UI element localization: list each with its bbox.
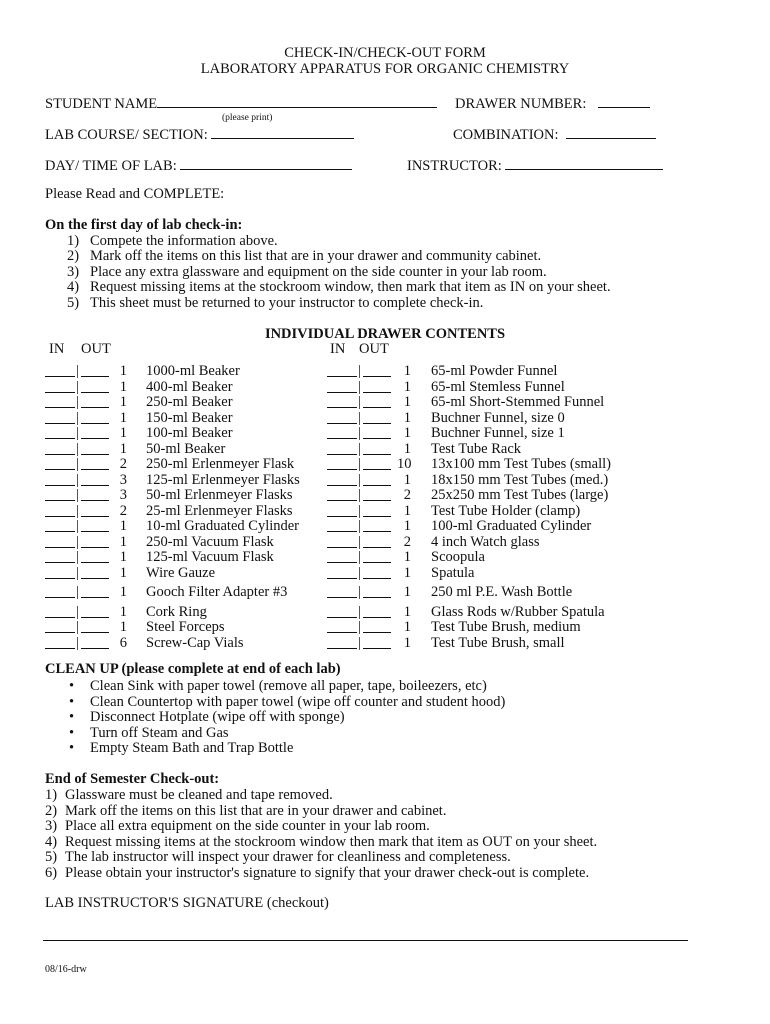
checkout-step-number: 6) — [45, 864, 58, 881]
checkout-step-text: Request missing items at the stockroom window then mark that item as OUT on your sheet. — [65, 833, 598, 850]
day-time-field — [45, 156, 352, 174]
student-name-label: STUDENT NAME — [45, 96, 158, 112]
right-in-header: IN — [330, 341, 346, 357]
instructor-label: INSTRUCTOR: — [407, 158, 502, 174]
cleanup-heading: CLEAN UP (please complete at end of each lab) — [45, 661, 341, 677]
left-divider: | — [76, 425, 79, 441]
left-item-qty: 1 — [119, 378, 127, 395]
left-divider: | — [76, 502, 79, 519]
left-out-checkbox[interactable] — [81, 636, 109, 649]
right-item-qty: 1 — [403, 549, 411, 565]
right-item-qty: 1 — [403, 440, 411, 457]
right-item-name: Buchner Funnel, size 0 — [431, 409, 565, 426]
right-out-checkbox[interactable] — [363, 364, 391, 377]
left-item-name: 250-ml Vacuum Flask — [146, 533, 274, 550]
bullet-icon: • — [69, 678, 75, 694]
day-time-label: DAY/ TIME OF LAB: — [45, 158, 177, 174]
left-item-qty: 1 — [119, 584, 127, 600]
right-in-checkbox[interactable] — [327, 473, 357, 486]
left-in-checkbox[interactable] — [45, 473, 75, 486]
right-divider: | — [358, 425, 361, 441]
please-print-note: (please print) — [222, 113, 273, 123]
right-in-checkbox[interactable] — [327, 605, 357, 618]
left-in-checkbox[interactable] — [45, 550, 75, 563]
left-item-qty: 3 — [119, 471, 127, 488]
left-in-checkbox[interactable] — [45, 457, 75, 470]
lab-course-field — [45, 125, 354, 143]
right-item-name: 65-ml Short-Stemmed Funnel — [431, 394, 605, 410]
cleanup-item: Clean Countertop with paper towel (wipe off counter and student hood) — [90, 693, 506, 710]
left-out-checkbox[interactable] — [81, 426, 109, 439]
left-out-checkbox[interactable] — [81, 442, 109, 455]
right-divider: | — [358, 549, 361, 565]
checkin-step-text: This sheet must be returned to your instructor to complete check-in. — [90, 294, 484, 311]
student-name-field — [45, 94, 437, 112]
right-out-checkbox[interactable] — [363, 585, 391, 598]
day-time-input[interactable] — [180, 156, 352, 170]
intro-text: Please Read and COMPLETE: — [45, 186, 225, 202]
left-divider: | — [76, 456, 79, 472]
left-divider: | — [76, 363, 79, 379]
left-item-name: 1000-ml Beaker — [146, 363, 240, 379]
checkin-step-text: Request missing items at the stockroom window, then mark that item as IN on your sheet. — [90, 279, 611, 296]
left-in-checkbox[interactable] — [45, 488, 75, 501]
left-out-checkbox[interactable] — [81, 620, 109, 633]
left-item-name: 10-ml Graduated Cylinder — [146, 518, 300, 534]
bullet-icon: • — [69, 709, 75, 725]
drawer-number-label: DRAWER NUMBER: — [455, 96, 587, 112]
right-out-checkbox[interactable] — [363, 457, 391, 470]
right-item-qty: 1 — [403, 502, 411, 519]
right-out-checkbox[interactable] — [363, 550, 391, 563]
signature-line[interactable] — [43, 940, 688, 941]
right-divider: | — [358, 471, 361, 488]
instructor-input[interactable] — [505, 156, 663, 170]
right-in-checkbox[interactable] — [327, 636, 357, 649]
left-divider: | — [76, 378, 79, 395]
left-item-qty: 1 — [119, 363, 127, 379]
left-in-checkbox[interactable] — [45, 395, 75, 408]
left-out-checkbox[interactable] — [81, 519, 109, 532]
right-out-header: OUT — [359, 341, 389, 357]
left-item-qty: 2 — [119, 456, 127, 472]
left-item-name: 50-ml Erlenmeyer Flasks — [146, 487, 293, 503]
left-item-qty: 1 — [119, 394, 127, 410]
left-item-name: 150-ml Beaker — [146, 409, 233, 426]
checkout-heading: End of Semester Check-out: — [45, 771, 220, 787]
right-item-name: 25x250 mm Test Tubes (large) — [431, 487, 609, 503]
footer-code: 08/16-drw — [45, 964, 87, 975]
right-out-checkbox[interactable] — [363, 620, 391, 633]
right-divider: | — [358, 533, 361, 550]
combination-input[interactable] — [566, 125, 656, 139]
left-in-checkbox[interactable] — [45, 426, 75, 439]
left-item-name: Gooch Filter Adapter #3 — [146, 584, 288, 600]
right-in-checkbox[interactable] — [327, 364, 357, 377]
right-in-checkbox[interactable] — [327, 395, 357, 408]
right-item-qty: 1 — [403, 518, 411, 534]
right-item-qty: 1 — [403, 471, 411, 488]
checkout-step-text: The lab instructor will inspect your drawer for cleanliness and completeness. — [65, 849, 511, 865]
left-out-checkbox[interactable] — [81, 566, 109, 579]
left-divider: | — [76, 471, 79, 488]
right-item-name: 100-ml Graduated Cylinder — [431, 518, 592, 534]
left-in-checkbox[interactable] — [45, 636, 75, 649]
right-out-checkbox[interactable] — [363, 411, 391, 424]
right-item-qty: 1 — [403, 425, 411, 441]
lab-course-input[interactable] — [211, 125, 354, 139]
right-in-checkbox[interactable] — [327, 380, 357, 393]
combination-label: COMBINATION: — [453, 127, 559, 143]
right-item-name: Test Tube Rack — [431, 440, 522, 457]
right-item-name: 18x150 mm Test Tubes (med.) — [431, 471, 609, 488]
right-in-checkbox[interactable] — [327, 620, 357, 633]
right-out-checkbox[interactable] — [363, 473, 391, 486]
checkout-step-text: Place all extra equipment on the side counter in your lab room. — [65, 818, 430, 834]
right-divider: | — [358, 518, 361, 534]
right-divider: | — [358, 584, 361, 600]
left-item-qty: 1 — [119, 518, 127, 534]
left-item-name: 100-ml Beaker — [146, 425, 233, 441]
right-item-name: 250 ml P.E. Wash Bottle — [431, 584, 573, 600]
right-item-name: Glass Rods w/Rubber Spatula — [431, 603, 605, 620]
right-out-checkbox[interactable] — [363, 442, 391, 455]
left-out-checkbox[interactable] — [81, 605, 109, 618]
left-item-name: Screw-Cap Vials — [146, 634, 244, 651]
drawer-number-input[interactable] — [598, 94, 650, 108]
left-item-name: Steel Forceps — [146, 619, 225, 635]
left-divider: | — [76, 394, 79, 410]
left-divider: | — [76, 634, 79, 651]
left-item-name: 50-ml Beaker — [146, 440, 226, 457]
left-divider: | — [76, 619, 79, 635]
left-in-checkbox[interactable] — [45, 364, 75, 377]
right-item-qty: 1 — [403, 394, 411, 410]
left-divider: | — [76, 487, 79, 503]
left-item-qty: 1 — [119, 619, 127, 635]
left-out-checkbox[interactable] — [81, 535, 109, 548]
left-item-qty: 1 — [119, 409, 127, 426]
left-divider: | — [76, 603, 79, 620]
right-in-checkbox[interactable] — [327, 411, 357, 424]
checkin-step-number: 4) — [67, 279, 80, 296]
left-divider: | — [76, 409, 79, 426]
right-in-checkbox[interactable] — [327, 488, 357, 501]
left-item-name: 250-ml Erlenmeyer Flask — [146, 456, 295, 472]
form-title: CHECK-IN/CHECK-OUT FORM — [284, 45, 486, 61]
left-out-checkbox[interactable] — [81, 411, 109, 424]
right-out-checkbox[interactable] — [363, 519, 391, 532]
left-item-qty: 1 — [119, 533, 127, 550]
cleanup-item: Disconnect Hotplate (wipe off with sponge) — [90, 709, 345, 725]
signature-label: LAB INSTRUCTOR'S SIGNATURE (checkout) — [45, 895, 329, 911]
left-divider: | — [76, 533, 79, 550]
instructor-field — [407, 156, 663, 174]
right-item-qty: 2 — [403, 487, 411, 503]
left-divider: | — [76, 440, 79, 457]
left-in-checkbox[interactable] — [45, 380, 75, 393]
checkout-step-number: 5) — [45, 849, 58, 865]
form-subtitle: LABORATORY APPARATUS FOR ORGANIC CHEMISTRY — [200, 61, 570, 77]
combination-field — [453, 125, 656, 143]
right-in-checkbox[interactable] — [327, 550, 357, 563]
checkin-step-number: 1) — [67, 233, 80, 249]
left-out-checkbox[interactable] — [81, 550, 109, 563]
checkout-step-number: 1) — [45, 787, 58, 803]
left-item-qty: 1 — [119, 603, 127, 620]
left-out-checkbox[interactable] — [81, 473, 109, 486]
right-item-qty: 1 — [403, 363, 411, 379]
right-out-checkbox[interactable] — [363, 535, 391, 548]
right-item-qty: 1 — [403, 634, 411, 651]
checkin-step-number: 5) — [67, 294, 80, 311]
left-item-qty: 1 — [119, 425, 127, 441]
left-item-qty: 1 — [119, 564, 127, 581]
right-in-checkbox[interactable] — [327, 566, 357, 579]
checkout-step-number: 2) — [45, 802, 58, 819]
left-in-checkbox[interactable] — [45, 620, 75, 633]
drawer-heading: INDIVIDUAL DRAWER CONTENTS — [264, 326, 506, 342]
left-divider: | — [76, 518, 79, 534]
cleanup-item: Empty Steam Bath and Trap Bottle — [90, 740, 294, 756]
left-in-checkbox[interactable] — [45, 566, 75, 579]
right-divider: | — [358, 603, 361, 620]
bullet-icon: • — [69, 724, 75, 741]
right-item-name: 65-ml Powder Funnel — [431, 363, 558, 379]
checkout-step-number: 3) — [45, 818, 58, 834]
drawer-number-field — [455, 94, 650, 112]
right-item-name: 13x100 mm Test Tubes (small) — [431, 456, 611, 472]
right-divider: | — [358, 564, 361, 581]
right-in-checkbox[interactable] — [327, 585, 357, 598]
right-divider: | — [358, 409, 361, 426]
left-out-checkbox[interactable] — [81, 585, 109, 598]
right-divider: | — [358, 487, 361, 503]
right-divider: | — [358, 378, 361, 395]
student-name-input[interactable] — [157, 94, 437, 108]
right-out-checkbox[interactable] — [363, 605, 391, 618]
right-item-name: 4 inch Watch glass — [431, 533, 540, 550]
right-in-checkbox[interactable] — [327, 457, 357, 470]
right-in-checkbox[interactable] — [327, 519, 357, 532]
cleanup-item: Turn off Steam and Gas — [90, 724, 229, 741]
right-item-name: Spatula — [431, 564, 475, 581]
left-in-checkbox[interactable] — [45, 585, 75, 598]
right-item-qty: 1 — [403, 409, 411, 426]
checkin-step-number: 2) — [67, 248, 80, 265]
left-out-checkbox[interactable] — [81, 395, 109, 408]
left-item-qty: 6 — [119, 634, 127, 651]
left-divider: | — [76, 549, 79, 565]
checkin-step-number: 3) — [67, 263, 80, 280]
left-item-qty: 3 — [119, 487, 127, 503]
right-item-qty: 1 — [403, 584, 411, 600]
left-out-checkbox[interactable] — [81, 364, 109, 377]
right-out-checkbox[interactable] — [363, 426, 391, 439]
checkin-step-text: Compete the information above. — [90, 233, 278, 249]
right-out-checkbox[interactable] — [363, 636, 391, 649]
right-item-qty: 10 — [397, 456, 412, 472]
right-in-checkbox[interactable] — [327, 535, 357, 548]
left-out-checkbox[interactable] — [81, 488, 109, 501]
right-item-name: Test Tube Brush, medium — [431, 619, 581, 635]
left-item-name: Wire Gauze — [146, 564, 216, 581]
left-in-checkbox[interactable] — [45, 535, 75, 548]
right-divider: | — [358, 619, 361, 635]
bullet-icon: • — [69, 693, 75, 710]
left-item-name: 125-ml Erlenmeyer Flasks — [146, 471, 300, 488]
lab-course-label: LAB COURSE/ SECTION: — [45, 127, 208, 143]
checkout-step-text: Glassware must be cleaned and tape removed. — [65, 787, 333, 803]
left-out-checkbox[interactable] — [81, 380, 109, 393]
left-item-qty: 1 — [119, 549, 127, 565]
right-item-qty: 1 — [403, 603, 411, 620]
right-out-checkbox[interactable] — [363, 566, 391, 579]
right-item-qty: 1 — [403, 564, 411, 581]
right-out-checkbox[interactable] — [363, 504, 391, 517]
left-in-checkbox[interactable] — [45, 519, 75, 532]
left-item-name: 25-ml Erlenmeyer Flasks — [146, 502, 293, 519]
cleanup-item: Clean Sink with paper towel (remove all paper, tape, boileezers, etc) — [90, 678, 487, 694]
left-item-name: 250-ml Beaker — [146, 394, 233, 410]
right-in-checkbox[interactable] — [327, 504, 357, 517]
left-in-header: IN — [49, 341, 65, 357]
right-divider: | — [358, 363, 361, 379]
right-item-name: Test Tube Brush, small — [431, 634, 565, 651]
left-in-checkbox[interactable] — [45, 442, 75, 455]
checkout-step-number: 4) — [45, 833, 58, 850]
left-item-qty: 1 — [119, 440, 127, 457]
right-out-checkbox[interactable] — [363, 380, 391, 393]
right-divider: | — [358, 440, 361, 457]
left-divider: | — [76, 584, 79, 600]
right-item-qty: 1 — [403, 619, 411, 635]
left-in-checkbox[interactable] — [45, 504, 75, 517]
right-item-name: Test Tube Holder (clamp) — [431, 502, 581, 519]
checkin-heading: On the first day of lab check-in: — [45, 217, 243, 233]
left-out-header: OUT — [81, 341, 111, 357]
left-item-name: 125-ml Vacuum Flask — [146, 549, 274, 565]
left-item-name: 400-ml Beaker — [146, 378, 233, 395]
right-divider: | — [358, 456, 361, 472]
right-item-name: 65-ml Stemless Funnel — [431, 378, 565, 395]
right-divider: | — [358, 634, 361, 651]
right-out-checkbox[interactable] — [363, 395, 391, 408]
right-item-name: Buchner Funnel, size 1 — [431, 425, 565, 441]
bullet-icon: • — [69, 740, 75, 756]
left-item-name: Cork Ring — [146, 603, 207, 620]
right-item-qty: 2 — [403, 533, 411, 550]
right-in-checkbox[interactable] — [327, 426, 357, 439]
right-item-name: Scoopula — [431, 549, 485, 565]
right-divider: | — [358, 394, 361, 410]
left-divider: | — [76, 564, 79, 581]
left-item-qty: 2 — [119, 502, 127, 519]
left-out-checkbox[interactable] — [81, 504, 109, 517]
left-out-checkbox[interactable] — [81, 457, 109, 470]
right-out-checkbox[interactable] — [363, 488, 391, 501]
left-in-checkbox[interactable] — [45, 605, 75, 618]
checkout-step-text: Mark off the items on this list that are in your drawer and cabinet. — [65, 802, 447, 819]
checkin-step-text: Place any extra glassware and equipment on the side counter in your lab room. — [90, 263, 547, 280]
checkin-step-text: Mark off the items on this list that are in your drawer and community cabinet. — [90, 248, 542, 265]
right-divider: | — [358, 502, 361, 519]
checkout-step-text: Please obtain your instructor's signature to signify that your drawer check-out is complete. — [65, 864, 590, 881]
right-in-checkbox[interactable] — [327, 442, 357, 455]
right-item-qty: 1 — [403, 378, 411, 395]
left-in-checkbox[interactable] — [45, 411, 75, 424]
